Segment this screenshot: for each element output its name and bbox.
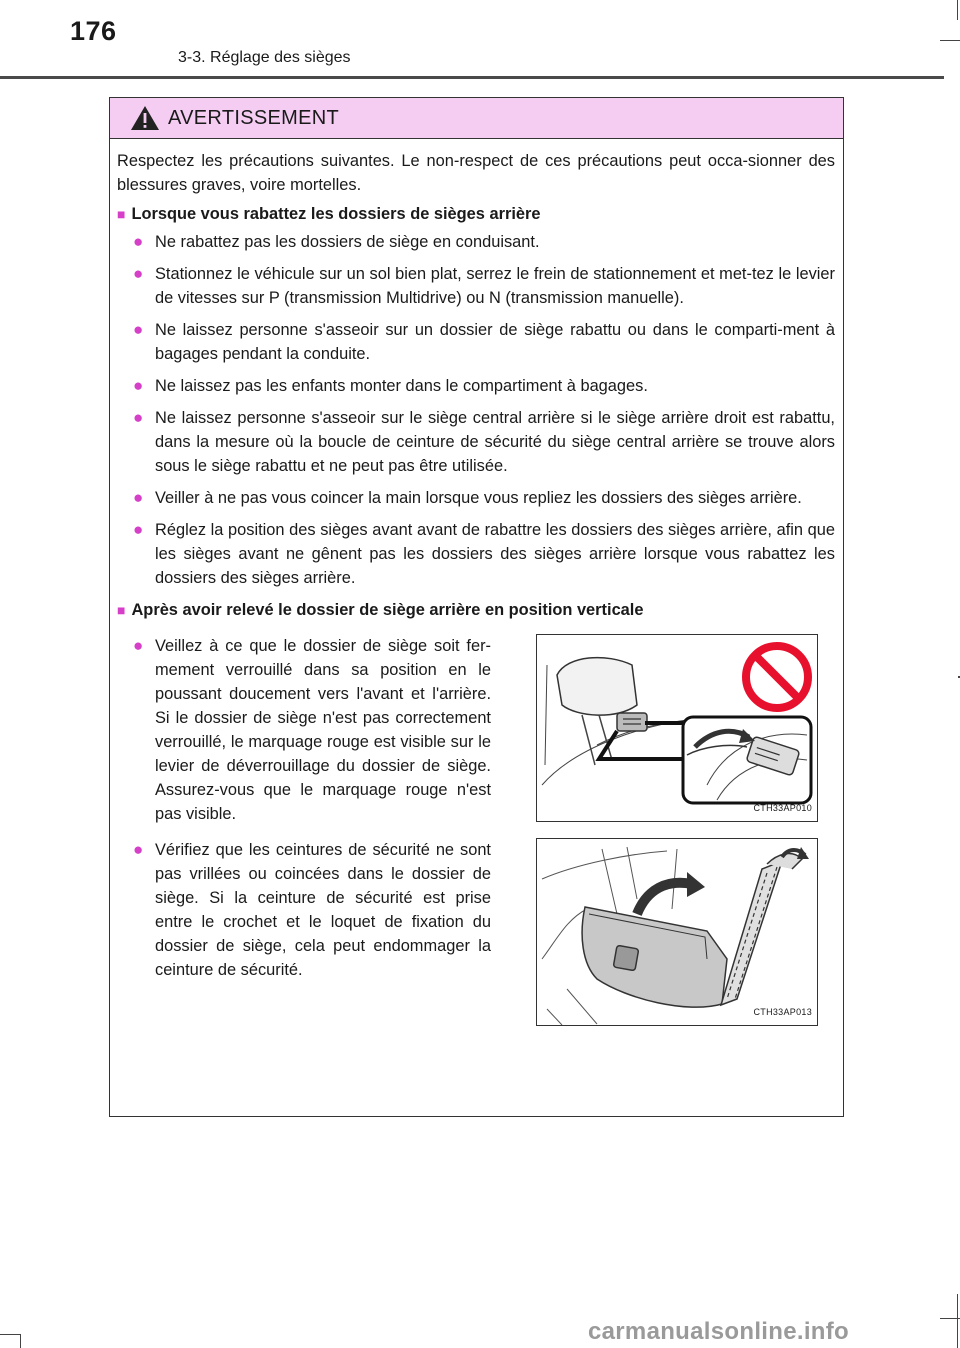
circle-bullet-icon: ● <box>133 232 144 251</box>
list-item: ● Réglez la position des sièges avant avant de rabattre les dossiers des sièges arrière, afin que les sièges avant ne gênent pas les dossiers des sièges arrière lorsque vous rabattez les dossiers des sièges arrière. <box>133 520 835 587</box>
square-bullet-icon: ■ <box>117 206 126 222</box>
chapter-title: 3-3. Réglage des sièges <box>178 49 351 66</box>
seatback-lock-illustration <box>537 635 817 821</box>
list-item: ● Ne rabattez pas les dossiers de siège en conduisant. <box>133 230 835 254</box>
watermark: carmanualsonline.info <box>588 1318 850 1345</box>
list-item: ● Stationnez le véhicule sur un sol bien plat, serrez le frein de stationnement et met-tez le levier de vitesses sur P (transmission Multidrive) ou N (transmission manuelle). <box>133 264 835 307</box>
crop-mark <box>940 1318 960 1319</box>
crop-mark <box>957 0 958 20</box>
warning-title: AVERTISSEMENT <box>168 106 339 129</box>
figure-row <box>133 838 835 1026</box>
circle-bullet-icon: ● <box>133 488 144 507</box>
crop-mark <box>20 1334 21 1348</box>
crop-mark <box>0 1334 20 1335</box>
warning-intro: Respectez les précautions suivantes. Le non-respect de ces précautions peut occa-sionner des blessures graves, voire mortelles. <box>117 152 835 194</box>
list-item: ● Ne laissez pas les enfants monter dans le compartiment à bagages. <box>133 374 835 398</box>
list-item: ● Ne laissez personne s'asseoir sur le siège central arrière si le siège arrière droit est rabattu, dans la mesure où la boucle de ceinture de sécurité du siège central arrière se trouve alors sous le siège rabattu et ne peut pas être utilisée. <box>133 408 835 475</box>
list-item: ● Vérifiez que les ceintures de sécurité ne sont pas vrillées ou coincées dans le dossier de siège. Si la ceinture de sécurité est prise entre le crochet et le loquet de fixation du dossier de siège, cela peut endommager la ceinture de sécurité. <box>133 840 491 979</box>
warning-header <box>110 98 843 139</box>
circle-bullet-icon: ● <box>133 376 144 395</box>
list-item: ● Veillez à ce que le dossier de siège soit fer-mement verrouillé dans sa position en le poussant doucement vers l'avant et l'arrière. Si le dossier de siège n'est pas correctement verrouillé, le marquage rouge est visible sur le levier de déverrouillage du dossier de siège. Assurez-vous que le marquage rouge n'est pas visible. <box>133 636 491 823</box>
figure-seatback-lock <box>536 634 818 822</box>
figure-row <box>133 634 835 826</box>
figure-code: CTH33AP010 <box>753 803 812 813</box>
page-number: 176 <box>70 16 117 46</box>
section-title: ■ Lorsque vous rabattez les dossiers de sièges arrière <box>117 202 835 226</box>
crop-mark <box>940 40 960 41</box>
warning-triangle-icon <box>130 105 160 131</box>
section-title: ■ Après avoir relevé le dossier de siège arrière en position verticale <box>117 598 835 622</box>
header-rule <box>0 76 944 79</box>
circle-bullet-icon: ● <box>133 520 144 539</box>
figure-seatbelt <box>536 838 818 1026</box>
circle-bullet-icon: ● <box>133 408 144 427</box>
circle-bullet-icon: ● <box>133 636 144 655</box>
warning-body <box>110 139 843 1026</box>
seatbelt-illustration <box>537 839 817 1025</box>
crop-mark <box>957 1294 958 1348</box>
circle-bullet-icon: ● <box>133 264 144 283</box>
prohibition-icon <box>746 646 808 708</box>
square-bullet-icon: ■ <box>117 602 126 618</box>
warning-box <box>109 97 844 1117</box>
list-item: ● Veiller à ne pas vous coincer la main lorsque vous repliez les dossiers des sièges arrière. <box>133 486 835 510</box>
list-item: ● Ne laissez personne s'asseoir sur un dossier de siège rabattu ou dans le comparti-ment à bagages pendant la conduite. <box>133 320 835 363</box>
figure-code: CTH33AP013 <box>753 1007 812 1017</box>
circle-bullet-icon: ● <box>133 840 144 859</box>
circle-bullet-icon: ● <box>133 320 144 339</box>
